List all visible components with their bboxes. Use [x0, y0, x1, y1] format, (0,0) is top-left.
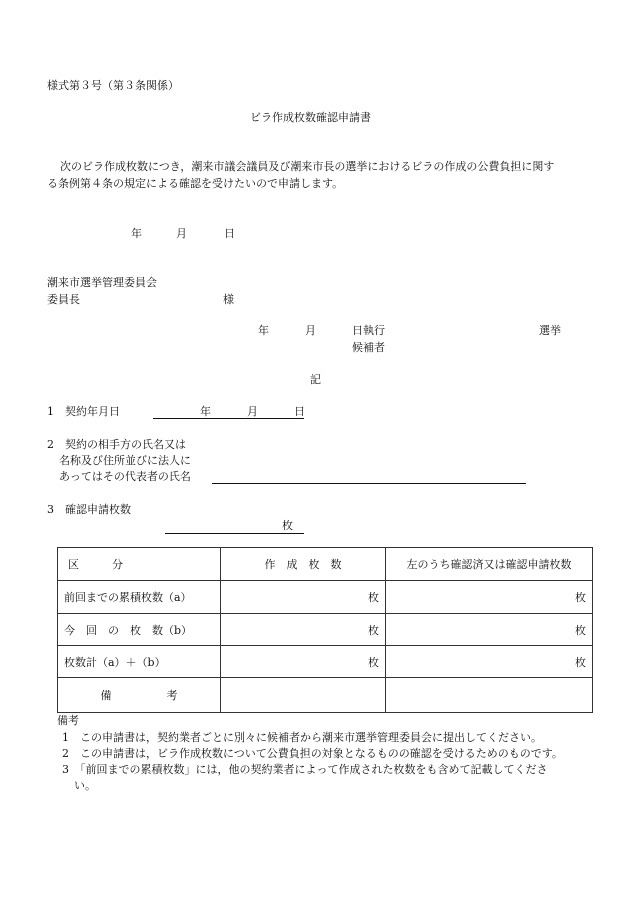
submit-year-label: 年: [131, 227, 142, 240]
submit-month-label: 月: [176, 227, 187, 240]
item1-day: 日: [294, 405, 305, 418]
item2-underline: [212, 483, 526, 484]
header-confirmed-count: 左のうち確認済又は確認申請枚数: [386, 548, 593, 581]
note-item-3-cont: い。: [74, 779, 96, 792]
election-held-label: 日執行: [352, 324, 385, 337]
count-table: [57, 547, 593, 713]
item1-label: 1 契約年月日: [47, 405, 120, 418]
candidate-label: 候補者: [352, 341, 385, 354]
item3-label: 3 確認申請枚数: [47, 503, 131, 516]
row-label: 枚数計（a）＋（b）: [58, 646, 221, 678]
remarks-cell: [386, 678, 593, 713]
row-unit-confirmed: 枚: [386, 614, 593, 646]
item2-line-3: あってはその代表者の氏名: [59, 470, 191, 483]
row-unit-confirmed: 枚: [386, 646, 593, 678]
election-month-label: 月: [305, 324, 316, 337]
row-label: 前回までの累積枚数（a）: [58, 581, 221, 614]
table-row: [58, 581, 593, 614]
document-title: ビラ作成枚数確認申請書: [250, 111, 371, 124]
submit-day-label: 日: [224, 227, 235, 240]
header-created-count: 作 成 枚 数: [221, 548, 386, 581]
item1-underline: [153, 418, 304, 419]
remarks-cell: [221, 678, 386, 713]
remarks-label: 備 考: [58, 678, 221, 713]
item3-underline: [165, 533, 304, 534]
note-item-3: 3 「前回までの累積枚数」には，他の契約業者によって作成された枚数をも含めて記載してくださ: [62, 763, 548, 776]
notes-heading: 備考: [57, 714, 79, 727]
row-unit-confirmed: 枚: [386, 581, 593, 614]
table-row: [58, 646, 593, 678]
row-unit-created: 枚: [221, 646, 386, 678]
item2-line-1: 2 契約の相手方の氏名又は: [47, 438, 186, 451]
election-year-label: 年: [258, 324, 269, 337]
item2-line-2: 名称及び住所並びに法人に: [59, 454, 191, 467]
table-remarks-row: [58, 678, 593, 713]
addressee-role: 委員長: [47, 293, 80, 306]
note-item-1: 1 この申請書は，契約業者ごとに別々に候補者から潮来市選挙管理委員会に提出してください。: [62, 731, 542, 744]
intro-line-1: 次のビラ作成枚数につき，潮来市議会議員及び潮来市長の選挙におけるビラの作成の公費負担に関す: [60, 160, 555, 173]
addressee-honorific: 様: [223, 293, 234, 306]
header-category: 区 分: [58, 548, 221, 581]
row-label: 今 回 の 枚 数（b）: [58, 614, 221, 646]
table-header-row: [58, 548, 593, 581]
intro-line-2: る条例第４条の規定による確認を受けたいので申請します。: [47, 177, 344, 190]
row-unit-created: 枚: [221, 581, 386, 614]
ki-label: 記: [310, 373, 321, 386]
item1-year: 年: [200, 405, 211, 418]
row-unit-created: 枚: [221, 614, 386, 646]
election-label: 選挙: [539, 324, 561, 337]
table-row: [58, 614, 593, 646]
form-number: 様式第３号（第３条関係）: [47, 79, 179, 92]
item3-unit: 枚: [282, 519, 293, 532]
addressee-org: 潮来市選挙管理委員会: [47, 276, 157, 289]
item1-month: 月: [247, 405, 258, 418]
note-item-2: 2 この申請書は，ビラ作成枚数について公費負担の対象となるものの確認を受けるためのものです。: [62, 747, 563, 760]
